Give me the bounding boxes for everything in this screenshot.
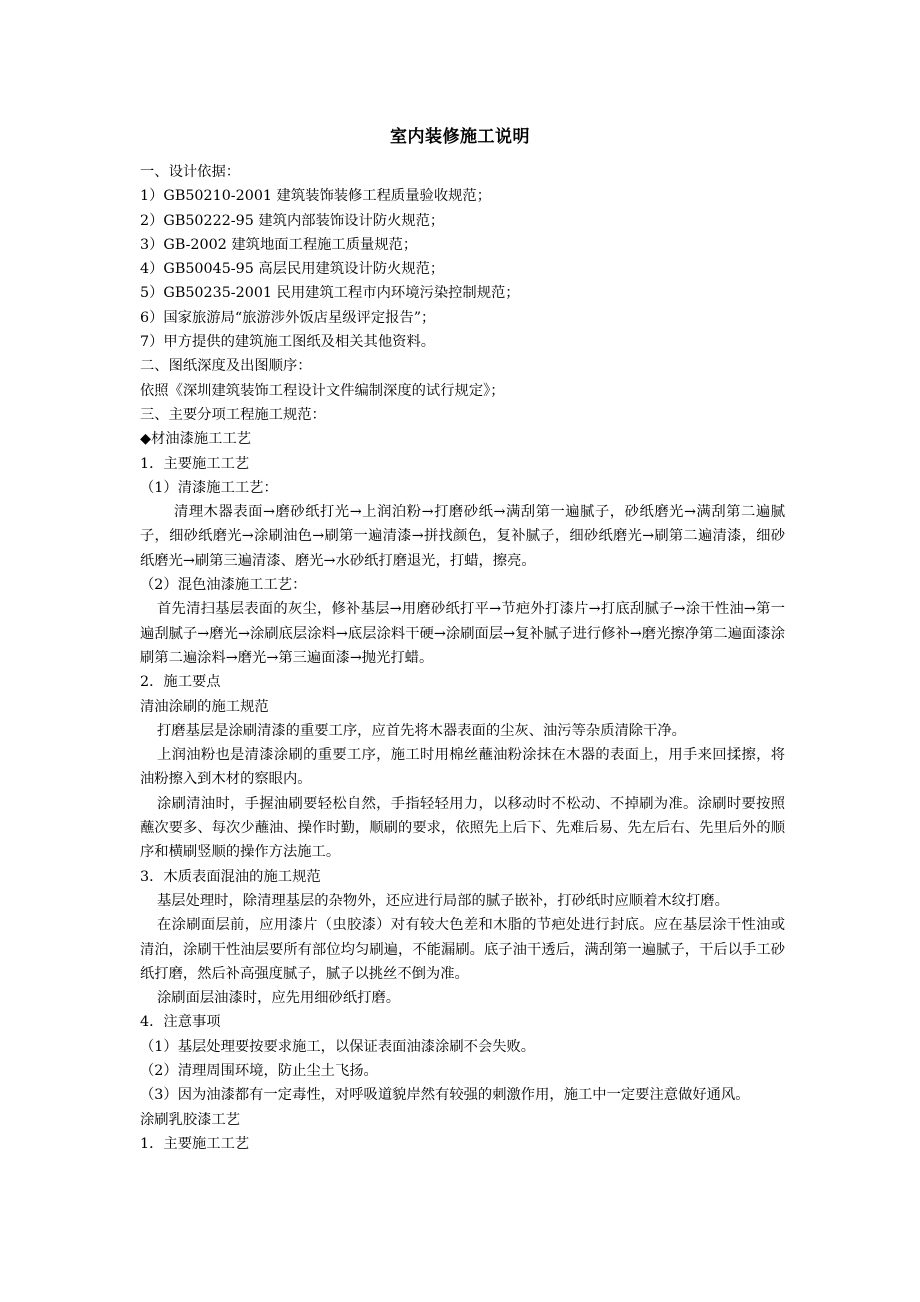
- list-item: 1）GB50210-2001 建筑装饰装修工程质量验收规范；: [140, 188, 492, 205]
- list-item: 3）GB-2002 建筑地面工程施工质量规范；: [140, 236, 418, 253]
- numbered-heading: （2）混色油漆施工工艺：: [140, 577, 307, 594]
- list-item: 4）GB50045-95 高层民用建筑设计防火规范；: [140, 261, 445, 278]
- list-item: （3）因为油漆都有一定毒性，对呼吸道貌岸然有较强的刺激作用，施工中一定要注意做好通风。: [140, 1087, 750, 1104]
- paragraph: 涂刷清油时，手握油刷要轻松自然，手指轻轻用力，以移动时不松动、不掉刷为准。涂刷时要按照蘸次要多、每次少蘸油、操作时勤，顺刷的要求，依照先上后下、先难后易、先左后右、先里后外的顺序和横刷竖顺的操作方法施工。: [140, 795, 785, 861]
- subsection-heading: ◆材油漆施工工艺: [140, 431, 252, 448]
- subsection-heading: 涂刷乳胶漆工艺: [140, 1111, 241, 1128]
- paragraph: 涂刷面层油漆时，应先用细砂纸打磨。: [157, 990, 401, 1007]
- paragraph: 依照《深圳建筑装饰工程设计文件编制深度的试行规定》；: [140, 382, 505, 399]
- subsection-heading: 清油涂刷的施工规范: [140, 698, 269, 715]
- list-item: 2）GB50222-95 建筑内部装饰设计防火规范；: [140, 212, 445, 229]
- paragraph: 首先清扫基层表面的灰尘，修补基层→用磨砂纸打平→节疤外打漆片→打底刮腻子→涂干性油→第一遍刮腻子→磨光→涂刷底层涂料→底层涂料干硬→涂刷面层→复补腻子进行修补→磨光擦净第二遍面漆涂刷第二遍涂料→磨光→第三遍面漆→抛光打蜡。: [140, 601, 785, 666]
- paragraph: 清理木器表面→磨砂纸打光→上润泊粉→打磨砂纸→满刮第一遍腻子，砂纸磨光→满刮第二遍腻子，细砂纸磨光→涂刷油色→刷第一遍清漆→拼找颜色，复补腻子，细砂纸磨光→刷第二遍清漆，细砂纸磨光→刷第三遍清漆、磨光→水砂纸打磨退光，打蜡，擦亮。: [140, 504, 785, 569]
- numbered-heading: 4．注意事项: [140, 1014, 221, 1031]
- paragraph: 在涂刷面层前，应用漆片（虫胶漆）对有较大色差和木脂的节疤处进行封底。应在基层涂干性油或清泊，涂刷干性油层要所有部位均匀刷遍，不能漏刷。底子油干透后，满刮第一遍腻子，干后以手工砂纸打磨，然后补高强度腻子，腻子以挑丝不倒为准。: [140, 917, 785, 982]
- list-item: （2）清理周围环境，防止尘土飞扬。: [140, 1062, 378, 1079]
- section-heading: 二、图纸深度及出图顺序：: [140, 358, 312, 375]
- list-item: 5）GB50235-2001 民用建筑工程市内环境污染控制规范；: [140, 285, 520, 302]
- section-heading: 一、设计依据：: [140, 164, 241, 180]
- numbered-heading: 1．主要施工工艺: [140, 1135, 250, 1152]
- paragraph: 打磨基层是涂刷清漆的重要工序，应首先将木器表面的尘灰、油污等杂质清除干净。: [157, 722, 686, 739]
- numbered-heading: 2．施工要点: [140, 674, 221, 691]
- list-item: 6）国家旅游局“旅游涉外饭店星级评定报告”；: [140, 309, 436, 326]
- paragraph: 上润油粉也是清漆涂刷的重要工序，施工时用棉丝蘸油粉涂抹在木器的表面上，用手来回揉擦，将油粉擦入到木材的察眼内。: [140, 747, 785, 788]
- document-body: [140, 160, 785, 1156]
- numbered-heading: 3．木质表面混油的施工规范: [140, 868, 321, 885]
- numbered-heading: 1．主要施工工艺: [140, 455, 250, 472]
- page-title: 室内装修施工说明: [390, 127, 530, 147]
- list-item: （1）基层处理要按要求施工，以保证表面油漆涂刷不会失败。: [140, 1038, 536, 1055]
- paragraph: 基层处理时，除清理基层的杂物外，还应进行局部的腻子嵌补，打砂纸时应顺着木纹打磨。: [157, 892, 729, 909]
- section-heading: 三、主要分项工程施工规范：: [140, 406, 326, 423]
- list-item: 7）甲方提供的建筑施工图纸及相关其他资料。: [140, 334, 436, 351]
- numbered-heading: （1）清漆施工工艺：: [140, 479, 278, 496]
